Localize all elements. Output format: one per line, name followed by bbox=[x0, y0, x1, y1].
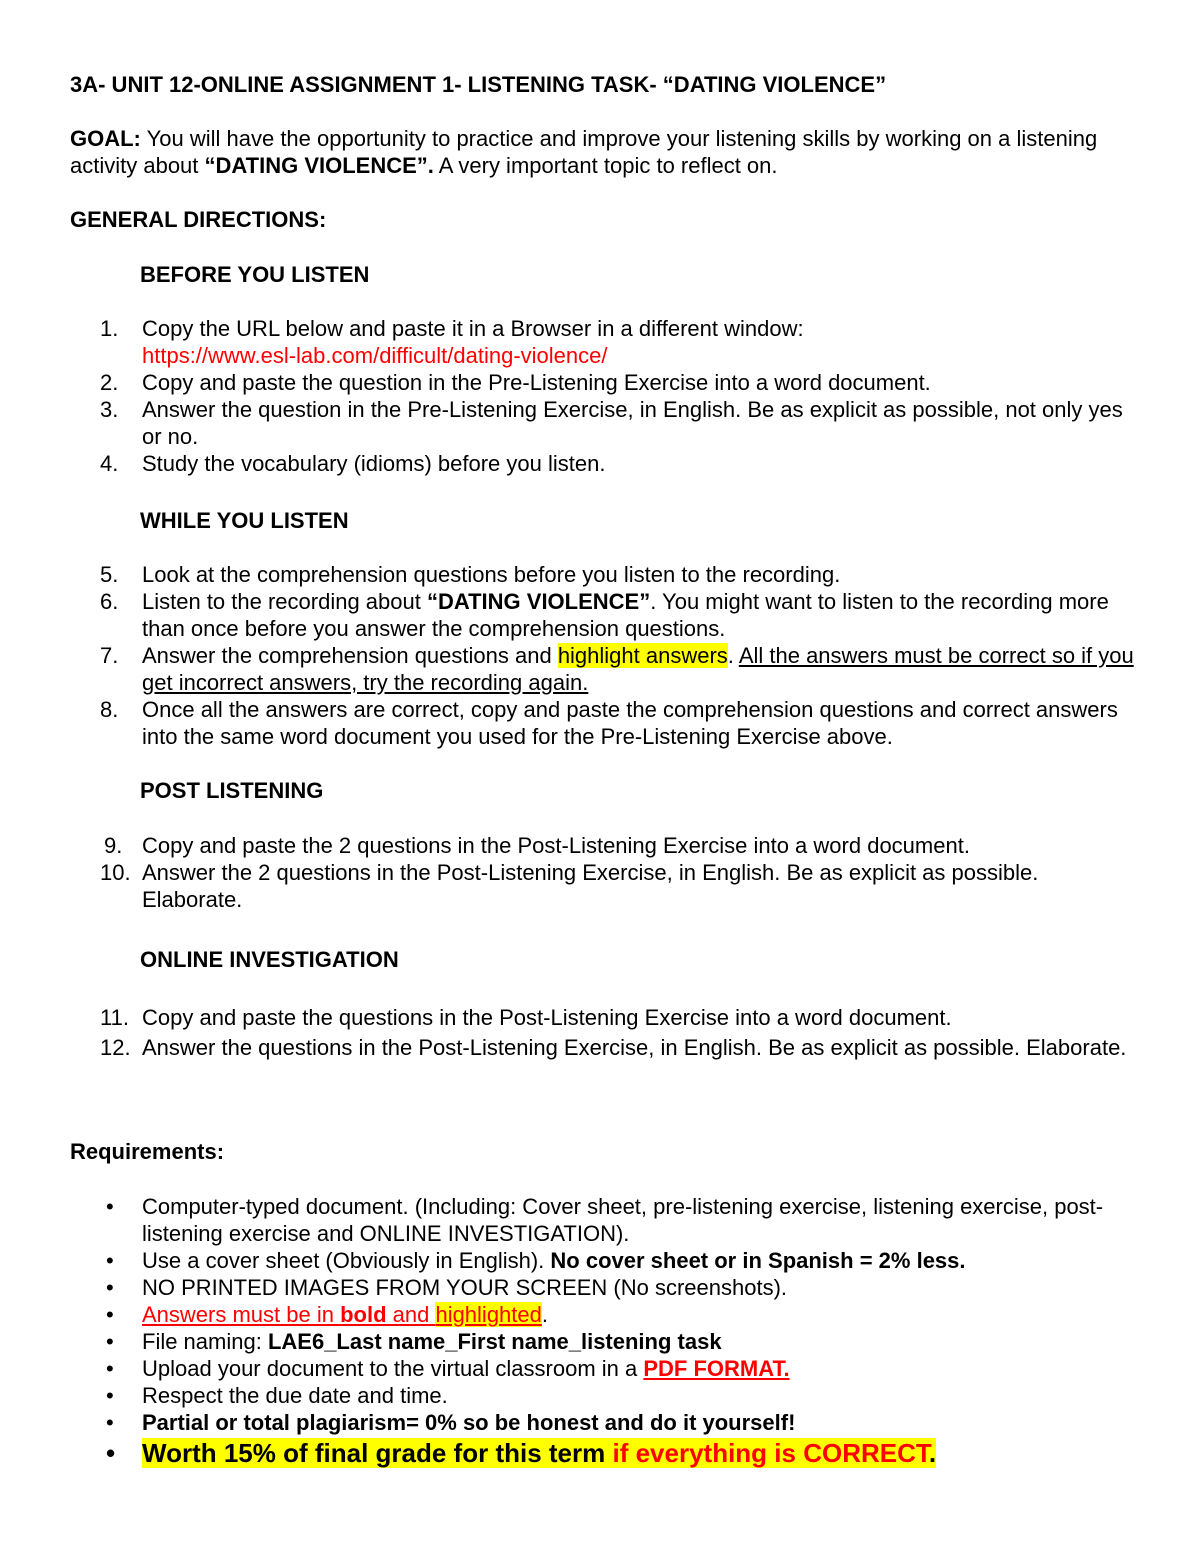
file-naming-pattern: LAE6_Last name_First name_listening task bbox=[267, 1329, 722, 1354]
list-item bbox=[70, 1247, 1140, 1274]
list-item bbox=[70, 1355, 1140, 1382]
item-text: Use a cover sheet (Obviously in English). bbox=[142, 1248, 551, 1273]
item-text: Copy and paste the 2 questions in the Post-Listening Exercise into a word document. bbox=[142, 833, 970, 858]
post-listening-heading: POST LISTENING bbox=[140, 778, 324, 803]
item-text: Answer the questions in the Post-Listening Exercise, in English. Be as explicit as possible. Elaborate. bbox=[142, 1035, 1127, 1060]
list-item bbox=[70, 588, 1140, 642]
item-text: Listen to the recording about bbox=[142, 589, 427, 614]
goal-text-1: You will have the opportunity to practice and improve your listening skills by working on a listening activity about bbox=[70, 126, 1098, 178]
before-listen-list bbox=[70, 315, 1140, 477]
list-item bbox=[70, 396, 1140, 450]
item-text: Copy the URL below and paste it in a Browser in a different window: bbox=[142, 316, 804, 341]
item-number: 4. bbox=[100, 451, 119, 476]
while-listen-list bbox=[70, 561, 1140, 750]
item-number: 5. bbox=[100, 562, 119, 587]
item-number: 9. bbox=[104, 833, 123, 858]
list-item bbox=[70, 1274, 1140, 1301]
post-listening-list bbox=[70, 832, 1140, 913]
item-topic-bold: “DATING VIOLENCE” bbox=[426, 589, 651, 614]
list-item bbox=[70, 1409, 1140, 1436]
bold-word: bold bbox=[340, 1302, 387, 1327]
list-item bbox=[70, 859, 1140, 913]
worth-condition: if everything is CORRECT bbox=[612, 1438, 929, 1468]
item-text: Answer the 2 questions in the Post-Listening Exercise, in English. Be as explicit as possible. Elaborate. bbox=[142, 860, 1039, 912]
item-number: 8. bbox=[100, 697, 119, 722]
goal-label: GOAL: bbox=[70, 126, 141, 151]
item-text: Respect the due date and time. bbox=[142, 1383, 448, 1408]
bullet-icon: • bbox=[106, 1248, 114, 1273]
list-item bbox=[70, 1301, 1140, 1328]
item-text: Once all the answers are correct, copy and paste the comprehension questions and correct answers into the same word document you used for the Pre-Listening Exercise above. bbox=[142, 697, 1118, 749]
item-bold-text: No cover sheet or in Spanish = 2% less. bbox=[550, 1248, 966, 1273]
esl-lab-url-link[interactable]: https://www.esl-lab.com/difficult/dating-violence/ bbox=[142, 343, 608, 368]
list-item bbox=[70, 696, 1140, 750]
list-item bbox=[70, 1328, 1140, 1355]
item-text: NO PRINTED IMAGES FROM YOUR SCREEN (No screenshots). bbox=[142, 1275, 788, 1300]
bullet-icon: • bbox=[106, 1438, 116, 1468]
bullet-icon: • bbox=[106, 1329, 114, 1354]
list-item bbox=[70, 561, 1140, 588]
worth-text: Worth 15% of final grade for this term bbox=[142, 1438, 613, 1468]
item-number: 2. bbox=[100, 370, 119, 395]
document-title: 3A- UNIT 12-ONLINE ASSIGNMENT 1- LISTENING TASK- “DATING VIOLENCE” bbox=[70, 72, 887, 97]
while-listen-heading: WHILE YOU LISTEN bbox=[140, 508, 349, 533]
highlight-answers-text: highlight answers bbox=[557, 643, 728, 668]
underlined-warning: All the answers must be correct so if you get incorrect answers, try the recording again. bbox=[142, 643, 1134, 695]
list-item bbox=[70, 1004, 1140, 1031]
item-number: 1. bbox=[100, 316, 119, 341]
list-item bbox=[70, 1034, 1140, 1061]
answers-warning-text: Answers must be in bbox=[142, 1302, 341, 1327]
bullet-icon: • bbox=[106, 1383, 114, 1408]
item-text: Answer the question in the Pre-Listening Exercise, in English. Be as explicit as possible, not only yes or no. bbox=[142, 397, 1123, 449]
item-text: Computer-typed document. (Including: Cover sheet, pre-listening exercise, listening exercise, post-listening exercise and ONLINE INVESTIGATION). bbox=[142, 1194, 1104, 1246]
answers-warning-text: and bbox=[386, 1302, 436, 1327]
list-item bbox=[70, 1436, 1140, 1470]
item-text: Upload your document to the virtual classroom in a bbox=[142, 1356, 644, 1381]
list-item bbox=[70, 1382, 1140, 1409]
item-number: 10. bbox=[100, 860, 131, 885]
item-number: 7. bbox=[100, 643, 119, 668]
list-item bbox=[70, 642, 1140, 696]
item-text: Study the vocabulary (idioms) before you listen. bbox=[142, 451, 606, 476]
worth-highlight bbox=[142, 1438, 936, 1468]
item-number: 3. bbox=[100, 397, 119, 422]
item-text: Look at the comprehension questions before you listen to the recording. bbox=[142, 562, 841, 587]
list-item bbox=[70, 315, 1140, 369]
item-text: Answer the comprehension questions and bbox=[142, 643, 558, 668]
item-number: 6. bbox=[100, 589, 119, 614]
general-directions-heading: GENERAL DIRECTIONS: bbox=[70, 207, 327, 232]
requirements-list bbox=[70, 1193, 1140, 1470]
worth-period: . bbox=[928, 1438, 937, 1468]
item-text: . bbox=[541, 1302, 549, 1327]
pdf-format-text: PDF FORMAT. bbox=[643, 1356, 790, 1381]
online-investigation-heading: ONLINE INVESTIGATION bbox=[140, 947, 399, 972]
list-item bbox=[70, 832, 1140, 859]
bullet-icon: • bbox=[106, 1275, 114, 1300]
item-number: 11. bbox=[100, 1005, 129, 1030]
goal-paragraph bbox=[70, 125, 1140, 179]
list-item bbox=[70, 369, 1140, 396]
item-text: File naming: bbox=[142, 1329, 268, 1354]
plagiarism-warning: Partial or total plagiarism= 0% so be honest and do it yourself! bbox=[142, 1410, 796, 1435]
goal-text-2: A very important topic to reflect on. bbox=[433, 153, 778, 178]
bullet-icon: • bbox=[106, 1302, 114, 1327]
online-investigation-list bbox=[70, 1004, 1140, 1061]
goal-topic: “DATING VIOLENCE”. bbox=[204, 153, 434, 178]
item-text: . bbox=[727, 643, 739, 668]
bullet-icon: • bbox=[106, 1410, 114, 1435]
item-text: Copy and paste the questions in the Post-Listening Exercise into a word document. bbox=[142, 1005, 952, 1030]
list-item bbox=[70, 450, 1140, 477]
item-number: 12. bbox=[100, 1035, 131, 1060]
highlighted-word: highlighted bbox=[435, 1302, 542, 1327]
bullet-icon: • bbox=[106, 1356, 114, 1381]
bullet-icon: • bbox=[106, 1194, 114, 1219]
item-text: . You might want to listen to the recording more than once before you answer the comprehension questions. bbox=[142, 589, 1109, 641]
requirements-heading: Requirements: bbox=[70, 1139, 225, 1164]
before-listen-heading: BEFORE YOU LISTEN bbox=[140, 262, 370, 287]
item-text: Copy and paste the question in the Pre-Listening Exercise into a word document. bbox=[142, 370, 931, 395]
list-item bbox=[70, 1193, 1140, 1247]
